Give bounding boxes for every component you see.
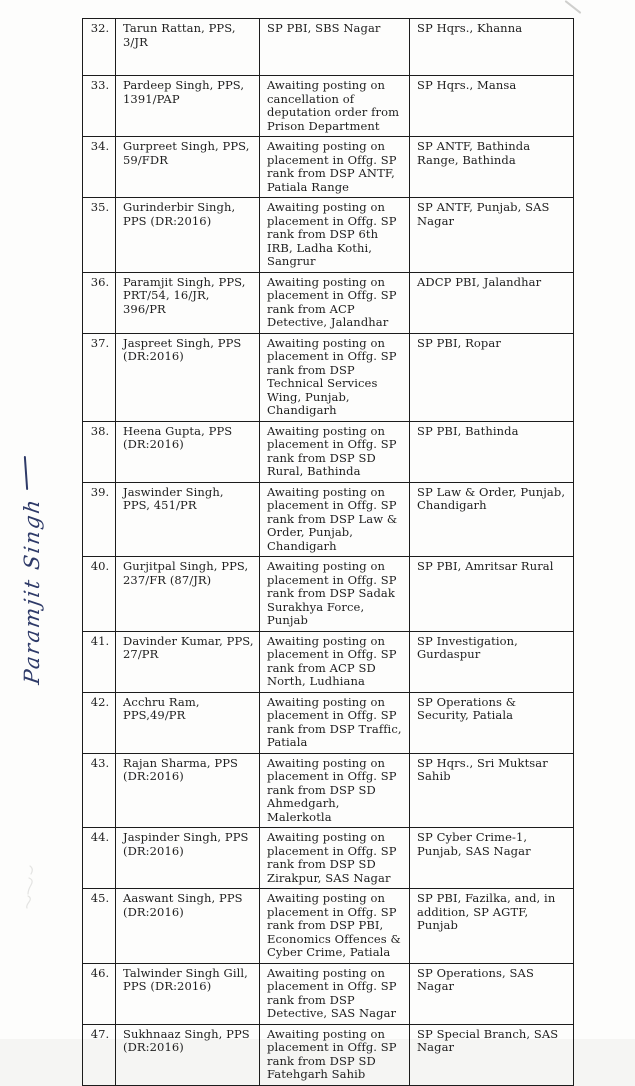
table-row — [83, 1024, 574, 1085]
cell-serial: 38. — [83, 421, 116, 482]
cell-posting: SP ANTF, Bathinda Range, Bathinda — [410, 137, 574, 198]
signature-flourish — [24, 456, 28, 490]
cell-status: Awaiting posting on placement in Offg. SP rank from DSP SD Zirakpur, SAS Nagar — [260, 828, 410, 889]
cell-serial: 40. — [83, 557, 116, 632]
cell-name: Paramjit Singh, PPS, PRT/54, 16/JR, 396/PR — [116, 272, 260, 333]
cell-status: Awaiting posting on placement in Offg. SP rank from DSP SD Rural, Bathinda — [260, 421, 410, 482]
cell-name: Gurpreet Singh, PPS, 59/FDR — [116, 137, 260, 198]
cell-serial: 35. — [83, 198, 116, 273]
cell-name: Davinder Kumar, PPS, 27/PR — [116, 631, 260, 692]
cell-name: Jaspinder Singh, PPS (DR:2016) — [116, 828, 260, 889]
cell-status: Awaiting posting on placement in Offg. SP rank from DSP SD Ahmedgarh, Malerkotla — [260, 753, 410, 828]
table-row — [83, 272, 574, 333]
cell-status: Awaiting posting on cancellation of deputation order from Prison Department — [260, 76, 410, 137]
cell-posting: SP Law & Order, Punjab, Chandigarh — [410, 482, 574, 557]
cell-name: Rajan Sharma, PPS (DR:2016) — [116, 753, 260, 828]
cell-status: Awaiting posting on placement in Offg. SP rank from DSP Traffic, Patiala — [260, 692, 410, 753]
cell-name: Sukhnaaz Singh, PPS (DR:2016) — [116, 1024, 260, 1085]
cell-posting: SP PBI, Amritsar Rural — [410, 557, 574, 632]
table-body — [83, 19, 574, 1086]
table-row — [83, 692, 574, 753]
cell-posting: SP Special Branch, SAS Nagar — [410, 1024, 574, 1085]
table-row — [83, 421, 574, 482]
cell-serial: 41. — [83, 631, 116, 692]
cell-posting: SP Operations & Security, Patiala — [410, 692, 574, 753]
cell-name: Gurjitpal Singh, PPS, 237/FR (87/JR) — [116, 557, 260, 632]
table-row — [83, 828, 574, 889]
cell-posting: ADCP PBI, Jalandhar — [410, 272, 574, 333]
cell-serial: 46. — [83, 963, 116, 1024]
cell-name: Jaswinder Singh, PPS, 451/PR — [116, 482, 260, 557]
table-row — [83, 76, 574, 137]
table-row — [83, 137, 574, 198]
cell-posting: SP PBI, Ropar — [410, 333, 574, 421]
cell-posting: SP Cyber Crime-1, Punjab, SAS Nagar — [410, 828, 574, 889]
cell-status: Awaiting posting on placement in Offg. SP rank from DSP Law & Order, Punjab, Chandigarh — [260, 482, 410, 557]
cell-name: Heena Gupta, PPS (DR:2016) — [116, 421, 260, 482]
cell-serial: 47. — [83, 1024, 116, 1085]
cell-serial: 44. — [83, 828, 116, 889]
cell-serial: 39. — [83, 482, 116, 557]
cell-serial: 34. — [83, 137, 116, 198]
cell-serial: 32. — [83, 19, 116, 76]
scan-artifact — [565, 0, 582, 14]
cell-posting: SP PBI, Bathinda — [410, 421, 574, 482]
cell-serial: 42. — [83, 692, 116, 753]
table-row — [83, 19, 574, 76]
cell-name: Tarun Rattan, PPS, 3/JR — [116, 19, 260, 76]
cell-serial: 45. — [83, 889, 116, 964]
cell-status: Awaiting posting on placement in Offg. SP rank from ACP Detective, Jalandhar — [260, 272, 410, 333]
cell-status: SP PBI, SBS Nagar — [260, 19, 410, 76]
cell-serial: 33. — [83, 76, 116, 137]
table-row — [83, 198, 574, 273]
cell-posting: SP Hqrs., Khanna — [410, 19, 574, 76]
table-row — [83, 557, 574, 632]
table-row — [83, 482, 574, 557]
cell-status: Awaiting posting on placement in Offg. SP rank from DSP PBI, Economics Offences & Cyber Crime, Patiala — [260, 889, 410, 964]
cell-serial: 43. — [83, 753, 116, 828]
cell-name: Gurinderbir Singh, PPS (DR:2016) — [116, 198, 260, 273]
handwritten-signature — [10, 445, 54, 695]
cell-status: Awaiting posting on placement in Offg. SP rank from DSP ANTF, Patiala Range — [260, 137, 410, 198]
cell-name: Jaspreet Singh, PPS (DR:2016) — [116, 333, 260, 421]
cell-serial: 37. — [83, 333, 116, 421]
cell-name: Aaswant Singh, PPS (DR:2016) — [116, 889, 260, 964]
cell-status: Awaiting posting on placement in Offg. SP rank from ACP SD North, Ludhiana — [260, 631, 410, 692]
faint-margin-scribble — [16, 862, 42, 910]
cell-name: Talwinder Singh Gill, PPS (DR:2016) — [116, 963, 260, 1024]
table-row — [83, 333, 574, 421]
table-row — [83, 631, 574, 692]
cell-status: Awaiting posting on placement in Offg. SP rank from DSP SD Fatehgarh Sahib — [260, 1024, 410, 1085]
postings-table — [82, 18, 574, 1086]
cell-posting: SP ANTF, Punjab, SAS Nagar — [410, 198, 574, 273]
cell-status: Awaiting posting on placement in Offg. SP rank from DSP Sadak Surakhya Force, Punjab — [260, 557, 410, 632]
cell-name: Acchru Ram, PPS,49/PR — [116, 692, 260, 753]
table-row — [83, 963, 574, 1024]
cell-posting: SP Hqrs., Mansa — [410, 76, 574, 137]
cell-posting: SP Investigation, Gurdaspur — [410, 631, 574, 692]
cell-posting: SP Operations, SAS Nagar — [410, 963, 574, 1024]
table-row — [83, 889, 574, 964]
cell-status: Awaiting posting on placement in Offg. SP rank from DSP 6th IRB, Ladha Kothi, Sangrur — [260, 198, 410, 273]
cell-status: Awaiting posting on placement in Offg. SP rank from DSP Technical Services Wing, Punjab, Chandigarh — [260, 333, 410, 421]
cell-serial: 36. — [83, 272, 116, 333]
cell-status: Awaiting posting on placement in Offg. SP rank from DSP Detective, SAS Nagar — [260, 963, 410, 1024]
cell-posting: SP Hqrs., Sri Muktsar Sahib — [410, 753, 574, 828]
cell-posting: SP PBI, Fazilka, and, in addition, SP AGTF, Punjab — [410, 889, 574, 964]
table-row — [83, 753, 574, 828]
cell-name: Pardeep Singh, PPS, 1391/PAP — [116, 76, 260, 137]
signature-text: Paramjit Singh — [20, 496, 44, 686]
